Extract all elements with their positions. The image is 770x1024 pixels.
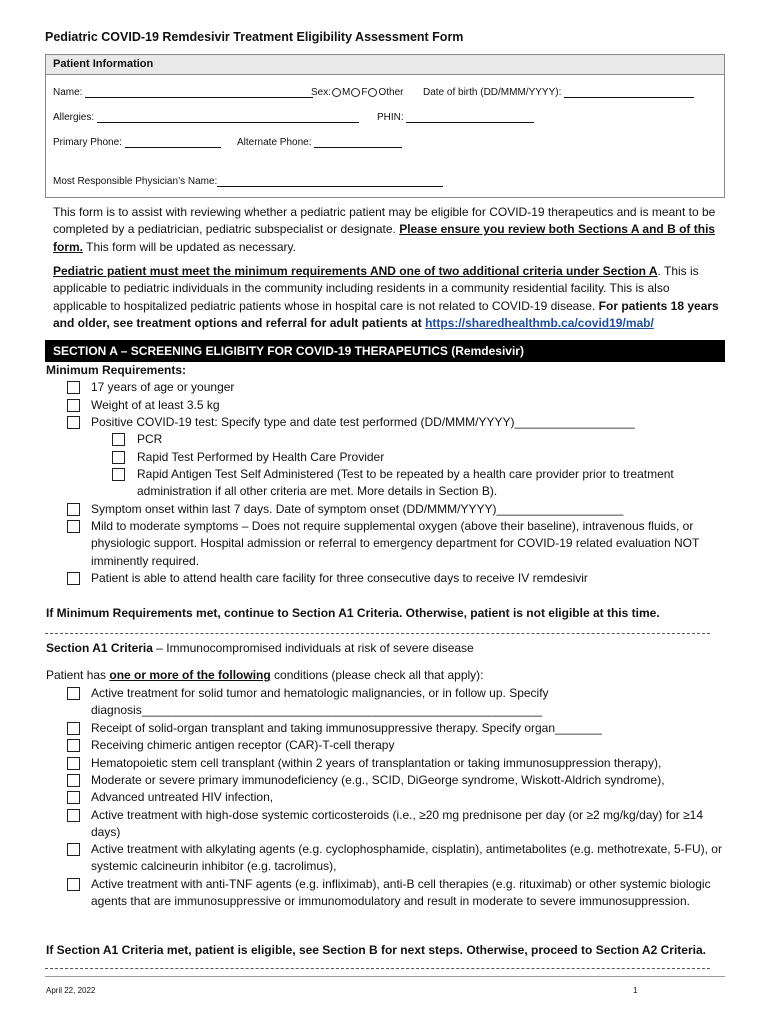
alternate-phone-label: Alternate Phone: (237, 137, 312, 148)
allergies-label: Allergies: (53, 112, 95, 123)
a1-item-immunodeficiency: Moderate or severe primary immunodeficiency (e.g., SCID, DiGeorge syndrome, Wiskott-Aldrich syndrome), (91, 773, 665, 787)
primary-phone-label: Primary Phone: (53, 137, 122, 148)
a1-item-alkylating: Active treatment with alkylating agents (e.g. cyclophosphamide, cisplatin), antimetabolites (e.g. methotrexate, 5-FU), or systemic calcineurin inhibitor (e.g. tacrolimus), (91, 842, 722, 874)
intro-p1-tail: This form will be updated as necessary. (86, 239, 296, 254)
allergies-input-line[interactable] (97, 112, 359, 123)
section-a1-result: If Section A1 Criteria met, patient is eligible, see Section B for next steps. Otherwise, proceed to Section A2 Criteria. (46, 943, 706, 957)
section-a-header: SECTION A – SCREENING ELIGIBITY FOR COVID-19 THERAPEUTICS (Remdesivir) (45, 340, 725, 362)
name-label: Name: (53, 87, 83, 98)
min-req-mild-moderate: Mild to moderate symptoms – Does not require supplemental oxygen (above their baseline), intravenous fluids, or physiologic support. Hospital admission or referral to emergency department for COVID-19 related evaluation NOT imminently required. (91, 519, 700, 568)
patient-information-header: Patient Information (46, 55, 724, 75)
a1-intro-pre: Patient has (46, 668, 110, 682)
min-req-attend-facility: Patient is able to attend health care facility for three consecutive days to receive IV remdesivir (91, 571, 588, 585)
checkbox-pcr[interactable] (112, 433, 125, 446)
dob-field[interactable] (423, 87, 694, 98)
min-req-age: 17 years of age or younger (91, 380, 235, 394)
checkbox-mild-moderate[interactable] (67, 520, 80, 533)
alternate-phone-input-line[interactable] (314, 137, 402, 148)
name-input-line[interactable] (85, 87, 313, 98)
primary-phone-input-line[interactable] (125, 137, 221, 148)
alternate-phone-field[interactable] (237, 137, 402, 148)
footer-divider (45, 976, 725, 977)
sex-option-f: F (361, 87, 368, 98)
section-a1-title: Section A1 Criteria (46, 641, 153, 655)
checkbox-immunodeficiency[interactable] (67, 774, 80, 787)
a1-item-car-t: Receiving chimeric antigen receptor (CAR)-T-cell therapy (91, 738, 395, 752)
dob-label: Date of birth (DD/MMM/YYYY): (423, 87, 562, 98)
test-type-rapid-hcp: Rapid Test Performed by Health Care Provider (137, 450, 385, 464)
footer-date: April 22, 2022 (46, 986, 96, 995)
min-req-positive-test: Positive COVID-19 test: Specify type and date test performed (DD/MMM/YYYY)__________________ (91, 415, 635, 429)
phin-field[interactable] (377, 112, 534, 123)
phin-input-line[interactable] (406, 112, 534, 123)
checkbox-weight[interactable] (67, 399, 80, 412)
patient-information-box (45, 54, 725, 198)
sex-radio-f[interactable] (351, 88, 360, 97)
allergies-field[interactable] (53, 112, 359, 123)
checkbox-alkylating[interactable] (67, 843, 80, 856)
minimum-requirements-label: Minimum Requirements: (46, 363, 187, 377)
dashed-divider-2 (45, 968, 710, 969)
primary-phone-field[interactable] (53, 137, 221, 148)
checkbox-attend-facility[interactable] (67, 572, 80, 585)
phin-label: PHIN: (377, 112, 404, 123)
a1-intro-underline: one or more of the following (109, 668, 271, 682)
section-a1-description: – Immunocompromised individuals at risk of severe disease (152, 641, 474, 655)
checkbox-corticosteroids[interactable] (67, 809, 80, 822)
footer-page-number: 1 (633, 986, 638, 995)
a1-item-organ-transplant: Receipt of solid-organ transplant and taking immunosuppressive therapy. Specify organ_______ (91, 721, 602, 735)
checkbox-symptom-onset[interactable] (67, 503, 80, 516)
intro-paragraph-1 (53, 204, 723, 256)
sex-option-m: M (342, 87, 351, 98)
min-req-symptom-onset: Symptom onset within last 7 days. Date of symptom onset (DD/MMM/YYYY)___________________ (91, 502, 624, 516)
intro-paragraph-2 (53, 263, 723, 332)
checkbox-positive-test[interactable] (67, 416, 80, 429)
sex-label: Sex: (311, 87, 332, 98)
min-req-weight: Weight of at least 3.5 kg (91, 398, 220, 412)
checkbox-rapid-test-hcp[interactable] (112, 451, 125, 464)
checkbox-hiv[interactable] (67, 791, 80, 804)
name-field[interactable] (53, 87, 313, 98)
checkbox-rapid-antigen-self[interactable] (112, 468, 125, 481)
sex-option-other: Other (378, 87, 404, 98)
checkbox-solid-tumor[interactable] (67, 687, 80, 700)
dashed-divider-1 (45, 633, 710, 634)
dob-input-line[interactable] (564, 87, 694, 98)
physician-input-line[interactable] (217, 176, 443, 187)
test-type-pcr: PCR (137, 432, 163, 446)
checkbox-anti-tnf[interactable] (67, 878, 80, 891)
test-type-rapid-antigen-self: Rapid Antigen Test Self Administered (Test to be repeated by a health care provider prior to treatment administration if all other criteria are met. More details in Section B). (137, 467, 674, 499)
a1-item-stem-cell: Hematopoietic stem cell transplant (within 2 years of transplantation or taking immunosuppression therapy), (91, 756, 662, 770)
adult-referral-link[interactable]: https://sharedhealthmb.ca/covid19/mab/ (425, 315, 654, 330)
physician-label: Most Responsible Physician’s Name: (53, 176, 218, 187)
checkbox-organ-transplant[interactable] (67, 722, 80, 735)
sex-radio-m[interactable] (332, 88, 341, 97)
physician-field[interactable] (53, 176, 443, 187)
checkbox-age[interactable] (67, 381, 80, 394)
checkbox-car-t[interactable] (67, 739, 80, 752)
sex-radio-other[interactable] (368, 88, 377, 97)
intro-p1-bold: Please ensure you review both Sections A and B of this form. (53, 222, 716, 254)
intro-p2-bold-underline: Pediatric patient must meet the minimum requirements AND one of two additional criteria under Section A (53, 264, 658, 278)
section-a1-heading (46, 640, 474, 657)
a1-item-solid-tumor: Active treatment for solid tumor and hematologic malignancies, or in follow up. Specify diagnosis____________________________________________________________ (91, 686, 549, 718)
intro-p2-bold: For patients 18 years and older, see treatment options and referral for adult patients at (53, 298, 719, 330)
section-a1-intro (46, 667, 484, 684)
page-title: Pediatric COVID-19 Remdesivir Treatment Eligibility Assessment Form (45, 30, 464, 44)
a1-intro-post: conditions (please check all that apply): (270, 668, 484, 682)
intro-p1-text: This form is to assist with reviewing whether a pediatric patient may be eligible for COVID-19 therapeutics and is meant to be completed by a pediatrician, pediatric subspecialist or designate. (53, 205, 716, 237)
a1-item-corticosteroids: Active treatment with high-dose systemic corticosteroids (i.e., ≥20 mg prednisone per day (or ≥2 mg/kg/day) for ≥14 days) (91, 808, 704, 840)
a1-item-anti-tnf: Active treatment with anti-TNF agents (e.g. infliximab), anti-B cell therapies (e.g. rituximab) or other systemic biologic agents that are immunosuppressive or immunomodulatory and result in moderate to severe immunosuppression. (91, 877, 711, 909)
sex-field (311, 87, 403, 98)
a1-item-hiv: Advanced untreated HIV infection, (91, 790, 274, 804)
intro-p2-text: . This is applicable to pediatric individuals in the community including residents in a community residential facility. This is also applicable to hospitalized pediatric patients whose in hospital care is not related to COVID-19 disease. (53, 264, 699, 313)
checkbox-stem-cell[interactable] (67, 757, 80, 770)
min-req-result: If Minimum Requirements met, continue to Section A1 Criteria. Otherwise, patient is not eligible at this time. (46, 606, 660, 620)
